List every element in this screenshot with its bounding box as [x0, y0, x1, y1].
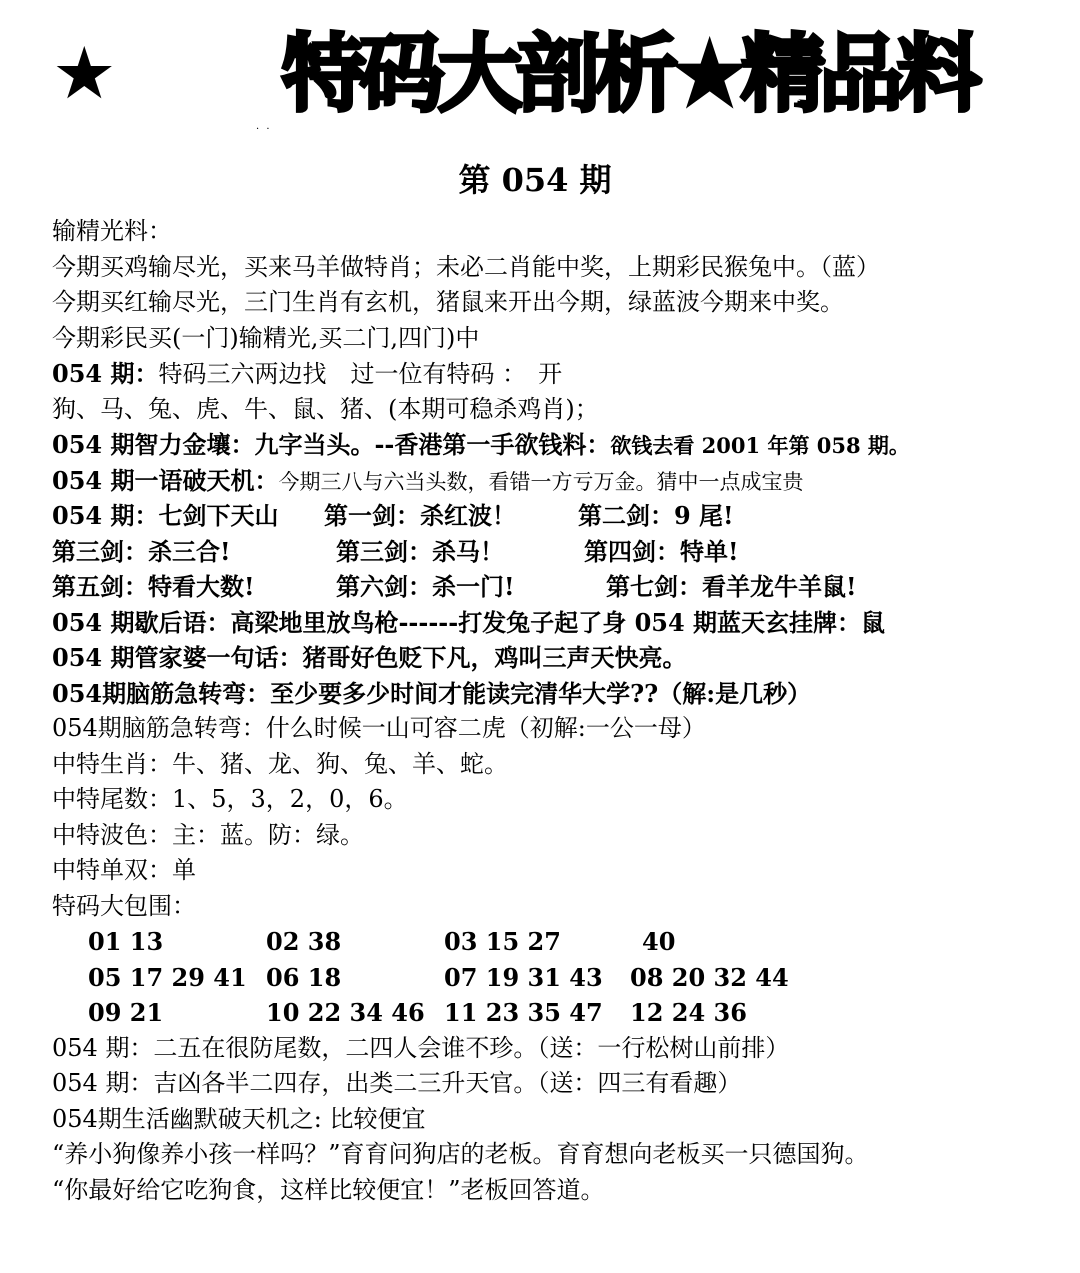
text-segment: 特码三六两边找 过一位有特码 ： 开	[158, 360, 563, 388]
text-line: 狗、马、兔、虎、牛、鼠、猪、(本期可稳杀鸡肖)；	[52, 394, 599, 423]
text-segment: 第三剑：杀马！	[336, 536, 504, 566]
text-line: 054期脑筋急转弯：什么时候一山可容二虎（初解:一公一母）	[52, 714, 706, 742]
grid-cell: 06 18	[266, 962, 342, 992]
header	[0, 20, 1080, 130]
text-segment: 第六剑：杀一门!	[336, 572, 515, 601]
text-segment: 第四剑：特单!	[584, 536, 739, 566]
text-segment: 欲钱去看 2001 年第 058 期。	[610, 433, 910, 458]
text-segment: 第三剑：杀三合!	[52, 536, 231, 566]
text-line	[52, 463, 1062, 499]
text-line	[52, 427, 1062, 463]
text-line: 中特单双：单	[52, 856, 196, 884]
text-line: 中特生肖：牛、猪、龙、狗、兔、羊、蛇。	[52, 749, 508, 778]
grid-cell: 02 38	[266, 927, 342, 956]
text-line: 今期买红输尽光，三门生肖有玄机，猪鼠来开出今期，绿蓝波今期来中奖。	[52, 288, 844, 316]
text-line: 054期脑筋急转弯：至少要多少时间才能读完清华大学??（解:是几秒）	[52, 678, 812, 708]
text-line: 特码大包围：	[52, 891, 196, 920]
text-segment: 今期三八与六当头数，看错一方亏万金。猜中一点成宝贵	[278, 469, 804, 494]
decorative-dots: · ·	[256, 124, 272, 135]
text-line: 054期生活幽默破天机之: 比较便宜	[52, 1104, 426, 1133]
text-segment: 第七剑：看羊龙牛羊鼠!	[606, 572, 857, 601]
star-icon: ★	[52, 31, 117, 115]
grid-cell: 07 19 31 43	[444, 962, 603, 992]
text-segment: 第二剑：9 尾!	[578, 501, 734, 530]
text-line	[52, 534, 1062, 570]
grid-cell: 03 15 27	[444, 927, 561, 956]
grid-cell: 01 13	[88, 927, 164, 956]
number-grid	[52, 924, 1062, 1031]
grid-cell: 09 21	[88, 998, 164, 1027]
document-body	[52, 214, 1062, 1208]
text-segment: 第五剑：特看大数!	[52, 572, 255, 601]
text-line: 054 期歇后语：高梁地里放鸟枪------打发兔子起了身 054 期蓝天玄挂牌：鼠	[52, 607, 886, 637]
grid-cell: 10 22 34 46	[266, 998, 425, 1027]
text-segment: 054 期：	[52, 359, 159, 388]
text-line: 中特波色：主：蓝。防：绿。	[52, 820, 364, 849]
text-line	[52, 356, 1062, 392]
grid-cell: 12 24 36	[630, 998, 747, 1027]
text-line: 054 期：二五在很防尾数，二四人会谁不珍。（送：一行松树山前排）	[52, 1033, 790, 1062]
text-line: 中特尾数：1、5，3，2，0，6。	[52, 785, 408, 813]
text-line: 输精光料：	[52, 217, 172, 245]
grid-cell: 05 17 29 41	[88, 962, 247, 992]
grid-row	[52, 995, 1062, 1031]
text-line: 054 期管家婆一句话：猪哥好色贬下凡，鸡叫三声天快亮。	[52, 643, 687, 672]
grid-cell: 40	[642, 927, 676, 956]
text-segment: 054 期一语破天机：	[52, 465, 279, 495]
text-line: “养小狗像养小孩一样吗？”育育问狗店的老板。育育想向老板买一只德国狗。	[52, 1140, 869, 1168]
text-segment: 054 期智力金壤：九字当头。--香港第一手欲钱料：	[52, 430, 611, 459]
grid-cell: 08 20 32 44	[630, 962, 789, 992]
page-title: 特码大剖析★精品料	[282, 25, 976, 123]
text-line	[52, 498, 1062, 534]
text-line: 054 期：吉凶各半二四存，出类二三升天官。（送：四三有看趣）	[52, 1069, 742, 1097]
text-line: 今期买鸡输尽光，买来马羊做特肖；未必二肖能中奖，上期彩民猴兔中。（蓝）	[52, 252, 880, 281]
text-segment: 054 期：七剑下天山	[52, 501, 279, 530]
text-line: 今期彩民买(一门)输精光,买二门,四门)中	[52, 323, 480, 352]
grid-cell: 11 23 35 47	[444, 998, 603, 1027]
issue-number: 第 054 期	[458, 161, 612, 199]
grid-row	[52, 924, 1062, 960]
text-segment: 第一剑：杀红波！	[324, 501, 516, 530]
grid-row	[52, 960, 1062, 996]
text-line: “你最好给它吃狗食，这样比较便宜！”老板回答道。	[52, 1175, 605, 1204]
text-line	[52, 569, 1062, 605]
